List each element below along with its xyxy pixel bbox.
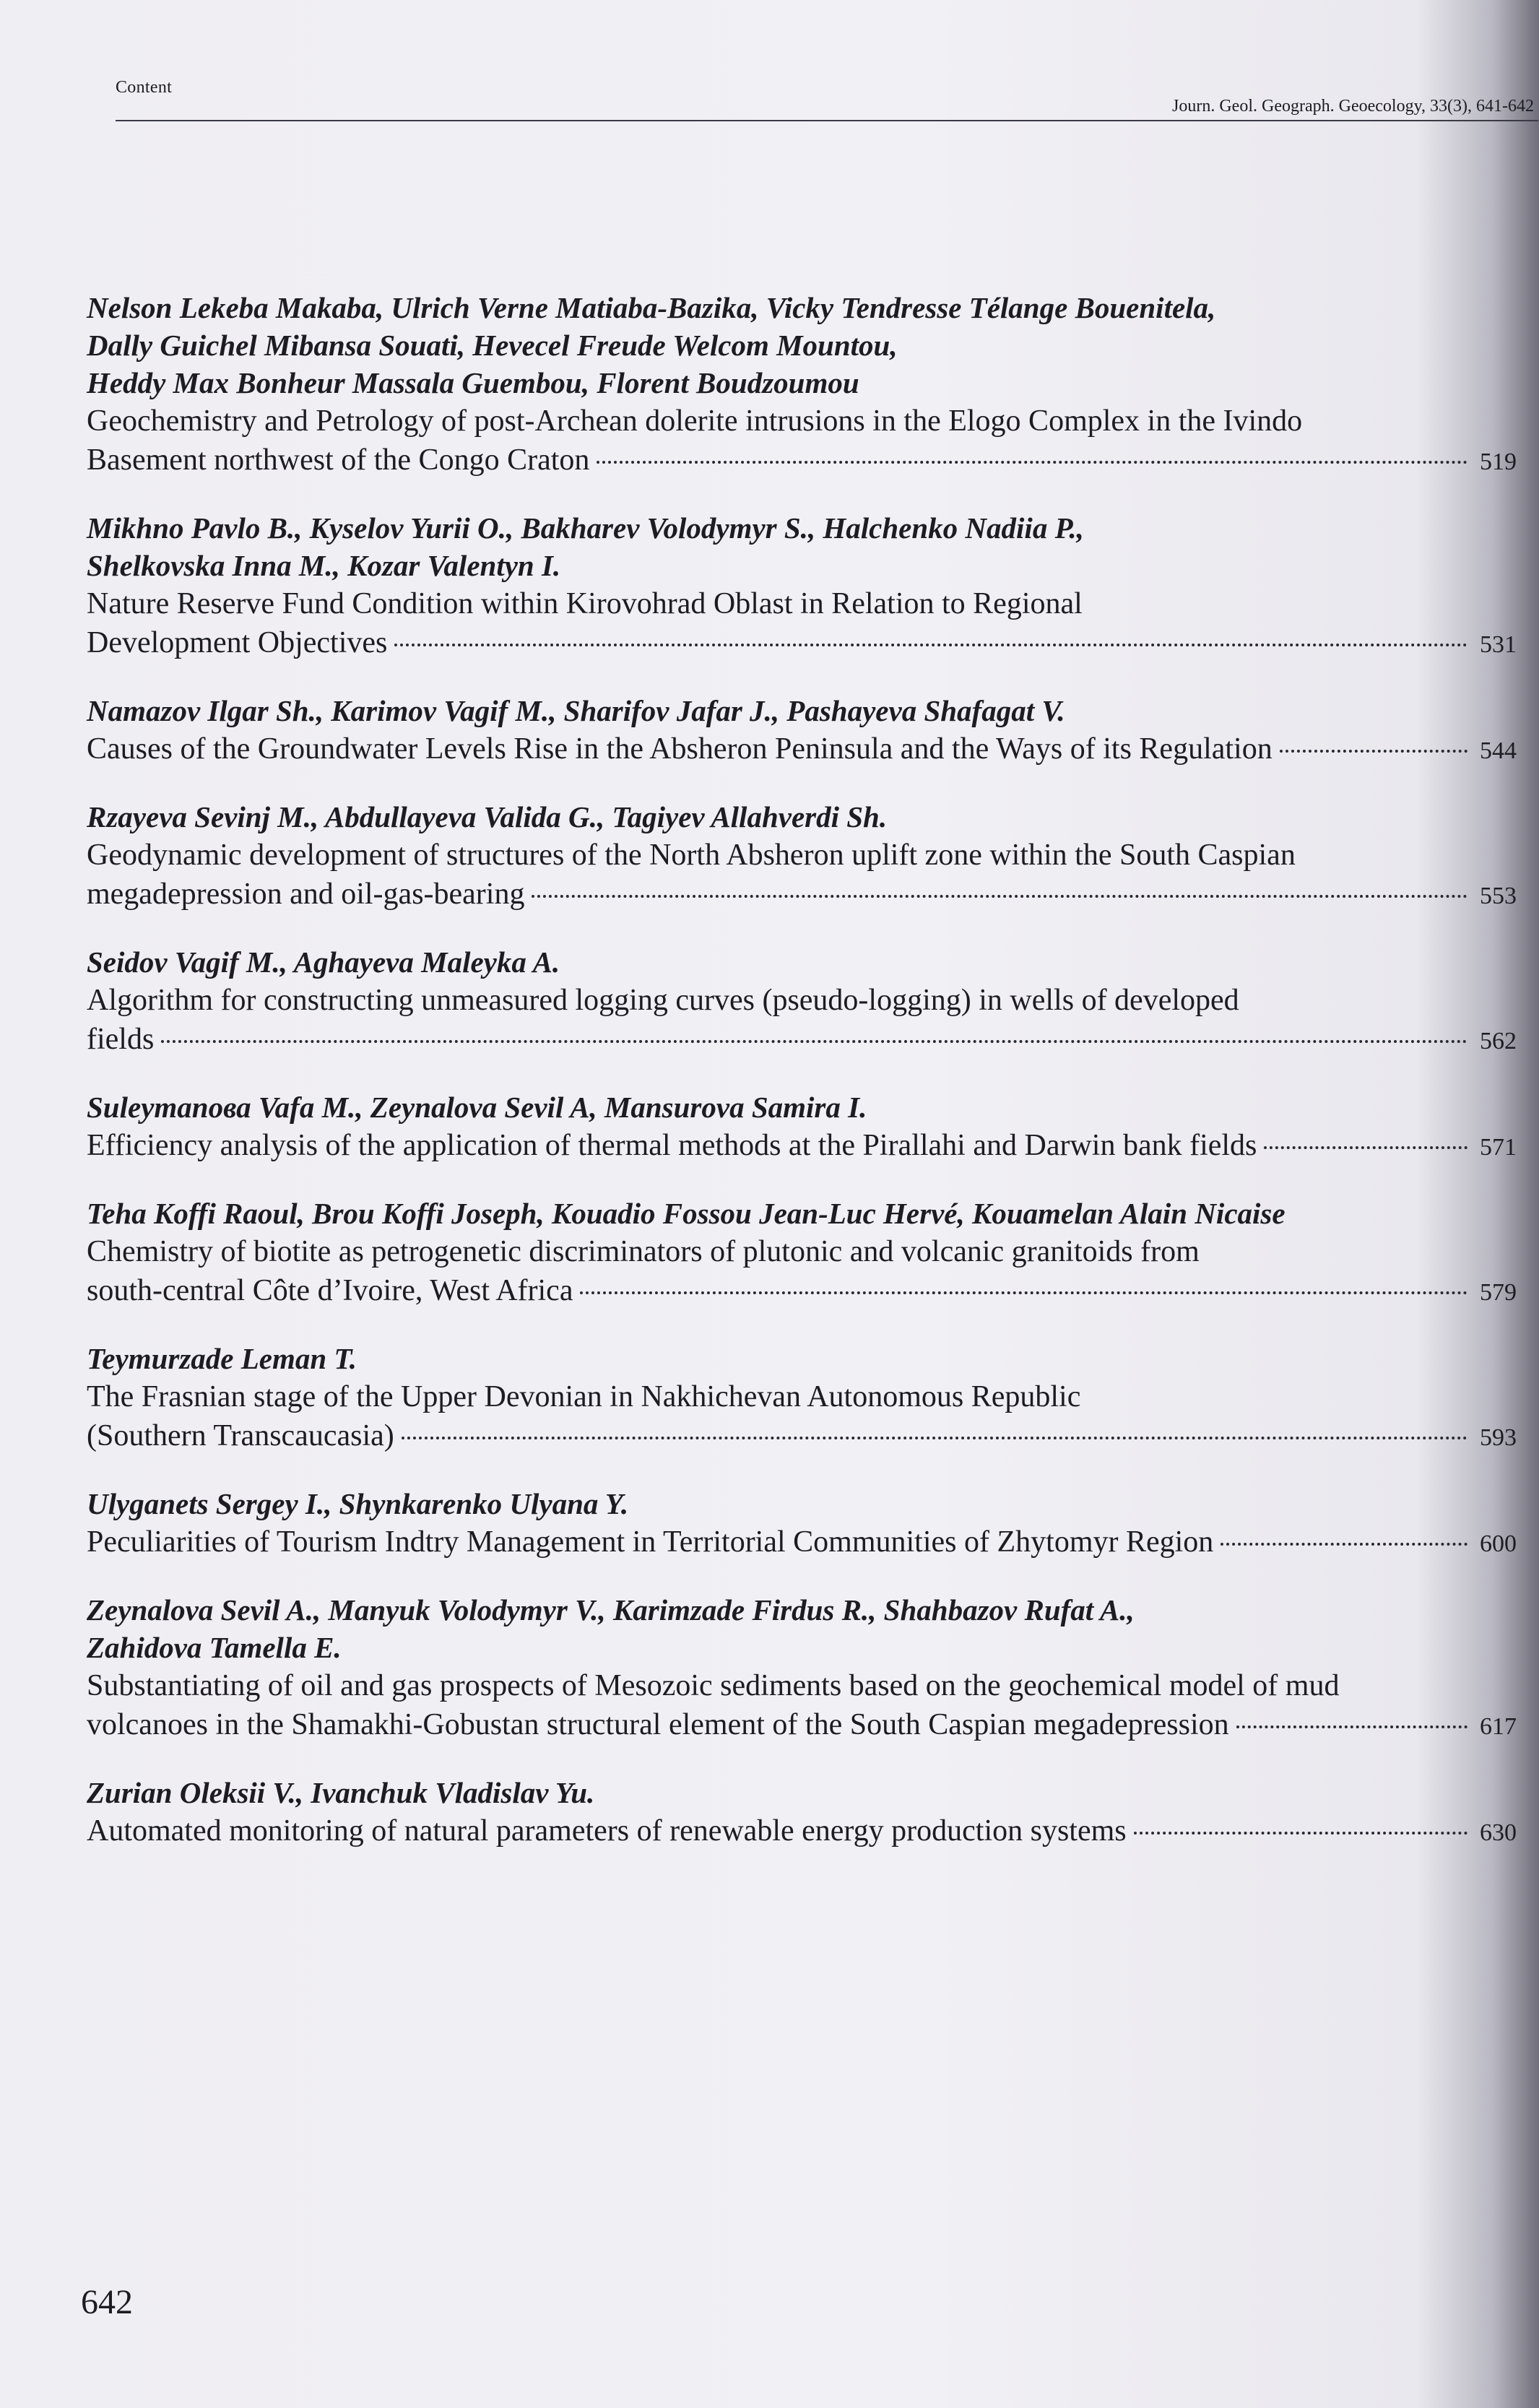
dot-leader xyxy=(394,644,1468,646)
entry-authors xyxy=(87,509,1517,584)
title-leader-line xyxy=(87,1811,1517,1853)
title-leader-line xyxy=(87,875,1517,916)
entry-page-number: 562 xyxy=(1480,1028,1517,1054)
title-line: The Frasnian stage of the Upper Devonian in Nakhichevan Autonomous Republic xyxy=(87,1380,1081,1413)
entry-authors xyxy=(87,943,1517,981)
author-line: Suleymanoва Vafa M., Zeynalova Sevil A, Mansurova Samira I. xyxy=(87,1091,867,1124)
header-rule xyxy=(116,120,1538,121)
entry-page-number: 519 xyxy=(1480,449,1517,475)
author-line: Shelkovska Inna M., Kozar Valentyn I. xyxy=(87,549,561,582)
title-last-line: fields xyxy=(87,1023,155,1056)
title-line: Algorithm for constructing unmeasured logging curves (pseudo-logging) in wells of developed xyxy=(87,984,1239,1017)
toc-entry xyxy=(87,1774,1517,1853)
author-line: Rzayeva Sevinj M., Abdullayeva Valida G., Tagiyev Allahverdi Sh. xyxy=(87,800,888,833)
title-leader-line xyxy=(87,1126,1517,1167)
entry-title xyxy=(87,584,1517,664)
title-last-line: volcanoes in the Shamakhi-Gobustan structural element of the South Caspian megadepression xyxy=(87,1708,1229,1741)
title-last-line: Basement northwest of the Congo Craton xyxy=(87,443,590,477)
title-leader-line xyxy=(87,623,1517,664)
toc-entry xyxy=(87,692,1517,771)
running-header xyxy=(116,78,1538,121)
entry-title xyxy=(87,1811,1517,1853)
dot-leader xyxy=(402,1437,1468,1439)
author-line: Zeynalova Sevil A., Manyuk Volodymyr V., Karimzade Firdus R., Shahbazov Rufat A., xyxy=(87,1593,1135,1627)
author-line: Mikhno Pavlo B., Kyselov Yurii O., Bakharev Volodymyr S., Halchenko Nadiia P., xyxy=(87,511,1084,545)
dot-leader xyxy=(597,461,1468,464)
toc-entry xyxy=(87,943,1517,1061)
title-last-line: Efficiency analysis of the application of thermal methods at the Pirallahi and Darwin bank fields xyxy=(87,1129,1257,1162)
dot-leader xyxy=(1280,750,1468,753)
title-leader-line xyxy=(87,1523,1517,1564)
title-last-line: (Southern Transcaucasia) xyxy=(87,1419,394,1452)
author-line: Heddy Max Bonheur Massala Guembou, Florent Boudzoumou xyxy=(87,366,859,399)
header-content-label: Content xyxy=(116,78,173,97)
title-last-line: Causes of the Groundwater Levels Rise in the Absheron Peninsula and the Ways of its Regulation xyxy=(87,732,1273,766)
dot-leader xyxy=(1134,1832,1468,1835)
toc-entry xyxy=(87,1088,1517,1167)
page-number: 642 xyxy=(81,2283,133,2321)
entry-title xyxy=(87,836,1517,916)
entry-title xyxy=(87,981,1517,1061)
title-last-line: megadepression and oil-gas-bearing xyxy=(87,878,525,911)
dot-leader xyxy=(1221,1543,1468,1546)
entry-authors xyxy=(87,1485,1517,1523)
title-line: Geodynamic development of structures of the North Absheron uplift zone within the South Caspian xyxy=(87,839,1296,872)
entry-authors xyxy=(87,289,1517,402)
author-line: Dally Guichel Mibansa Souati, Hevecel Freude Welcom Mountou, xyxy=(87,329,898,362)
entry-title xyxy=(87,402,1517,482)
entry-title xyxy=(87,1377,1517,1458)
author-line: Zurian Oleksii V., Ivanchuk Vladislav Yu. xyxy=(87,1776,595,1809)
title-leader-line xyxy=(87,1705,1517,1746)
title-line: Chemistry of biotite as petrogenetic discriminators of plutonic and volcanic granitoids from xyxy=(87,1235,1200,1268)
entry-authors xyxy=(87,1340,1517,1377)
entry-authors xyxy=(87,692,1517,729)
entry-title xyxy=(87,1666,1517,1746)
toc-entry xyxy=(87,1195,1517,1312)
dot-leader xyxy=(1236,1725,1468,1728)
entry-authors xyxy=(87,1591,1517,1666)
entry-title xyxy=(87,729,1517,771)
entry-title xyxy=(87,1523,1517,1564)
header-journal-citation: Journ. Geol. Geograph. Geoecology, 33(3), 641-642 xyxy=(1172,97,1534,116)
author-line: Teymurzade Leman T. xyxy=(87,1342,357,1375)
entry-page-number: 544 xyxy=(1480,737,1517,764)
entry-page-number: 630 xyxy=(1480,1819,1517,1846)
dot-leader xyxy=(532,895,1468,898)
entry-authors xyxy=(87,1088,1517,1126)
toc-entry xyxy=(87,798,1517,916)
toc-entry xyxy=(87,289,1517,482)
title-last-line: Development Objectives xyxy=(87,626,388,659)
entry-page-number: 593 xyxy=(1480,1424,1517,1451)
author-line: Teha Koffi Raoul, Brou Koffi Joseph, Kouadio Fossou Jean-Luc Hervé, Kouamelan Alain Nicaise xyxy=(87,1197,1286,1230)
title-last-line: Automated monitoring of natural parameters of renewable energy production systems xyxy=(87,1814,1127,1848)
title-last-line: south-central Côte d’Ivoire, West Africa xyxy=(87,1274,573,1307)
entry-page-number: 531 xyxy=(1480,631,1517,658)
entry-page-number: 579 xyxy=(1480,1279,1517,1306)
dot-leader xyxy=(1264,1146,1468,1149)
title-line: Substantiating of oil and gas prospects of Mesozoic sediments based on the geochemical model of mud xyxy=(87,1669,1340,1702)
entry-page-number: 600 xyxy=(1480,1530,1517,1557)
title-last-line: Peculiarities of Tourism Indtry Management in Territorial Communities of Zhytomyr Region xyxy=(87,1525,1214,1559)
author-line: Ulyganets Sergey I., Shynkarenko Ulyana Y. xyxy=(87,1487,629,1520)
title-leader-line xyxy=(87,729,1517,771)
author-line: Zahidova Tamella E. xyxy=(87,1631,342,1664)
author-line: Seidov Vagif M., Aghayeva Maleyka A. xyxy=(87,945,560,979)
entry-title xyxy=(87,1126,1517,1167)
entry-page-number: 553 xyxy=(1480,883,1517,909)
dot-leader xyxy=(580,1291,1468,1294)
entry-authors xyxy=(87,798,1517,836)
toc-entry xyxy=(87,1340,1517,1458)
entry-authors xyxy=(87,1774,1517,1811)
toc-entry xyxy=(87,509,1517,664)
title-line: Geochemistry and Petrology of post-Archean dolerite intrusions in the Elogo Complex in the Ivindo xyxy=(87,404,1303,438)
entry-page-number: 571 xyxy=(1480,1134,1517,1161)
title-leader-line xyxy=(87,1416,1517,1458)
entry-authors xyxy=(87,1195,1517,1232)
entry-title xyxy=(87,1232,1517,1312)
entry-page-number: 617 xyxy=(1480,1713,1517,1740)
table-of-contents xyxy=(87,289,1517,1880)
title-line: Nature Reserve Fund Condition within Kirovohrad Oblast in Relation to Regional xyxy=(87,587,1083,620)
title-leader-line xyxy=(87,441,1517,482)
author-line: Namazov Ilgar Sh., Karimov Vagif M., Sharifov Jafar J., Pashayeva Shafagat V. xyxy=(87,694,1065,727)
toc-entry xyxy=(87,1591,1517,1746)
author-line: Nelson Lekeba Makaba, Ulrich Verne Matiaba-Bazika, Vicky Tendresse Télange Bouenitela, xyxy=(87,291,1216,324)
toc-entry xyxy=(87,1485,1517,1564)
title-leader-line xyxy=(87,1020,1517,1061)
title-leader-line xyxy=(87,1271,1517,1312)
dot-leader xyxy=(161,1040,1468,1043)
